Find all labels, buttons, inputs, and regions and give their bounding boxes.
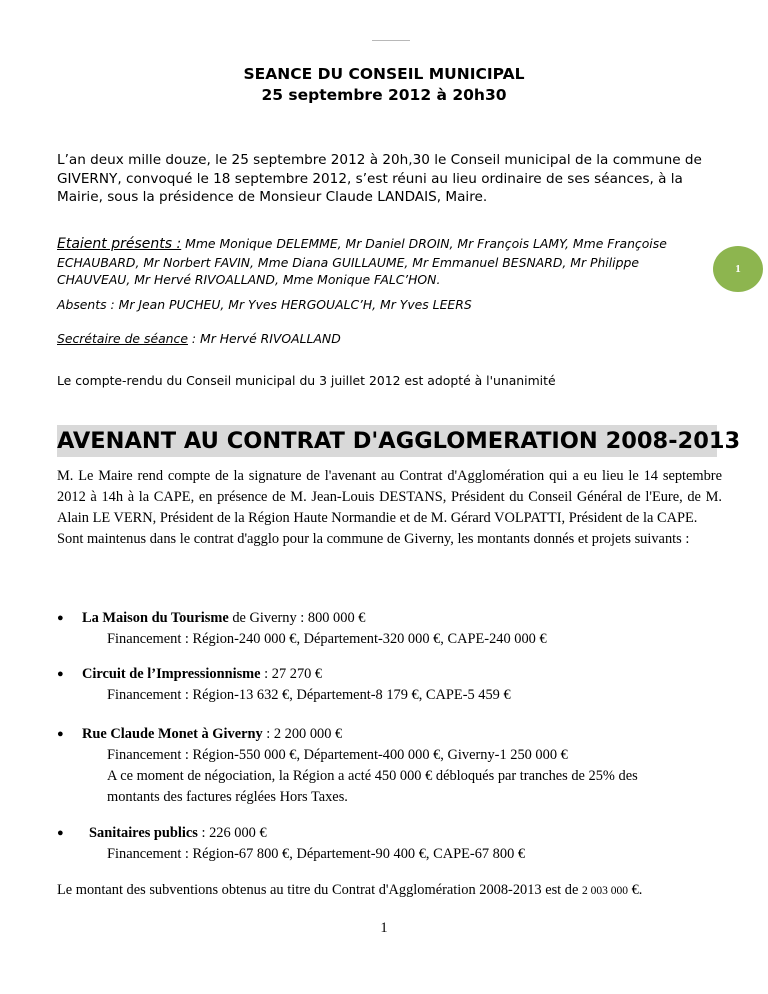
- bullet-icon: ●: [57, 827, 64, 839]
- section-paragraph-2: Sont maintenus dans le contrat d'agglo pour la commune de Giverny, les montants donnés et projets suivants :: [57, 531, 690, 547]
- secretary-label: Secrétaire de séance: [57, 331, 188, 346]
- attendance-absent: Absents : Mr Jean PUCHEU, Mr Yves HERGOUALC’H, Mr Yves LEERS: [57, 297, 472, 312]
- list-item: [57, 724, 737, 808]
- project-financing: Financement : Région-13 632 €, Département-8 179 €, CAPE-5 459 €: [107, 687, 511, 703]
- project-name: Sanitaires publics: [89, 825, 198, 841]
- title-line-1: SEANCE DU CONSEIL MUNICIPAL: [243, 65, 525, 83]
- minutes-adopted: Le compte-rendu du Conseil municipal du 3 juillet 2012 est adopté à l'unanimité: [57, 373, 556, 388]
- secretary-name: : Mr Hervé RIVOALLAND: [187, 331, 341, 346]
- project-name: Circuit de l’Impressionnisme: [82, 666, 261, 682]
- bullet-icon: ●: [57, 668, 64, 680]
- header-rule: [372, 40, 410, 41]
- section-body: [57, 466, 722, 550]
- total-suffix: €.: [627, 882, 643, 898]
- present-label: Etaient présents :: [57, 236, 182, 252]
- project-amount: : 2 200 000 €: [262, 726, 343, 742]
- section-paragraph: M. Le Maire rend compte de la signature de l'avenant au Contrat d'Agglomération qui a eu lieu le 14 septembre 2012 à 14h à la CAPE, en présence de M. Jean-Louis DESTANS, Président du Conseil Général de l'Eure, de M. Alain LE VERN, Président de la Région Haute Normandie et de M. Gérard VOLPATTI, Président de la CAPE.: [57, 468, 722, 526]
- project-financing: Financement : Région-240 000 €, Département-320 000 €, CAPE-240 000 €: [107, 631, 547, 647]
- list-item: [57, 664, 737, 706]
- project-amount: de Giverny : 800 000 €: [228, 610, 366, 626]
- bullet-icon: ●: [57, 728, 64, 740]
- project-financing: Financement : Région-67 800 €, Département-90 400 €, CAPE-67 800 €: [107, 846, 526, 862]
- project-amount: : 226 000 €: [197, 825, 267, 841]
- page-number-badge: 1: [713, 246, 763, 292]
- list-item: [57, 608, 737, 650]
- total-text: Le montant des subventions obtenus au titre du Contrat d'Agglomération 2008-2013 est de: [57, 882, 582, 898]
- page-title: [0, 64, 768, 106]
- subsidy-total: [57, 880, 737, 902]
- bullet-icon: ●: [57, 612, 64, 624]
- project-note: montants des factures réglées Hors Taxes.: [107, 789, 348, 805]
- project-name: La Maison du Tourisme: [82, 610, 229, 626]
- project-name: Rue Claude Monet à Giverny: [82, 726, 263, 742]
- project-note: A ce moment de négociation, la Région a acté 450 000 € débloqués par tranches de 25% des: [107, 768, 638, 784]
- project-financing: Financement : Région-550 000 €, Département-400 000 €, Giverny-1 250 000 €: [107, 747, 568, 763]
- present-names: Mme Monique DELEMME, Mr Daniel DROIN, Mr François LAMY, Mme Françoise ECHAUBARD, Mr Norbert FAVIN, Mme Diana GUILLAUME, Mr Emmanuel BESNARD, Mr Philippe CHAUVEAU, Mr Hervé RIVOALLAND, Mme Monique FALC’HON.: [57, 236, 667, 287]
- title-line-2: 25 septembre 2012 à 20h30: [261, 86, 507, 104]
- total-amount: 2 003 000: [581, 885, 628, 897]
- project-amount: : 27 270 €: [260, 666, 323, 682]
- secretary-line: [57, 331, 707, 346]
- page-number: 1: [380, 920, 388, 936]
- list-item: [57, 823, 737, 865]
- section-heading: AVENANT AU CONTRAT D'AGGLOMERATION 2008-2013: [57, 425, 717, 457]
- attendance-present: [57, 235, 707, 289]
- intro-paragraph: L’an deux mille douze, le 25 septembre 2012 à 20h,30 le Conseil municipal de la commune de GIVERNY, convoqué le 18 septembre 2012, s’est réuni au lieu ordinaire de ses séances, à la Mairie, sous la présidence de Monsieur Claude LANDAIS, Maire.: [57, 152, 702, 205]
